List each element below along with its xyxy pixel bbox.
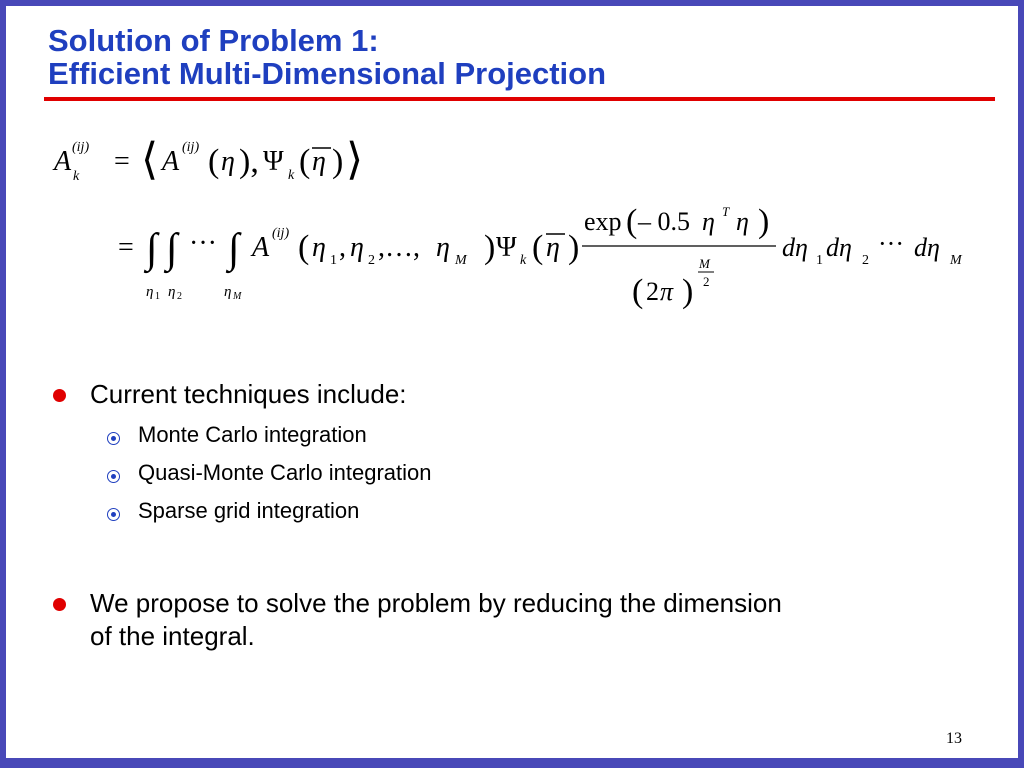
title-underline: [44, 97, 995, 101]
svg-text:η: η: [350, 232, 364, 263]
svg-text:⟨: ⟨: [141, 135, 159, 184]
svg-text:η: η: [221, 146, 235, 177]
svg-text:∫: ∫: [146, 226, 158, 272]
bullet-2-marker: [53, 598, 66, 611]
svg-text:(: (: [632, 273, 644, 310]
slide: [6, 6, 1018, 758]
svg-text:A: A: [54, 146, 72, 177]
svg-text:– 0.5: – 0.5: [638, 207, 690, 236]
svg-text:···: ···: [189, 228, 217, 259]
svg-text:η: η: [702, 207, 715, 236]
svg-text:A: A: [252, 232, 270, 263]
svg-text:1: 1: [155, 291, 160, 302]
svg-text:,: ,: [339, 232, 346, 263]
svg-text:(: (: [532, 229, 544, 266]
svg-text:2: 2: [368, 253, 375, 268]
svg-text:dη: dη: [914, 233, 940, 262]
svg-text:): ): [758, 203, 770, 240]
svg-text:M: M: [233, 291, 242, 302]
equation-line-2: [118, 203, 963, 310]
subbullet-2-icon: [107, 470, 120, 483]
svg-text:(: (: [626, 203, 638, 240]
svg-text:···: ···: [878, 229, 904, 258]
svg-text:M: M: [455, 253, 467, 268]
svg-text:2: 2: [646, 277, 659, 306]
svg-text:Ψ: Ψ: [496, 232, 517, 263]
bullet-1-marker: [53, 389, 66, 402]
subbullet-1-text: Monte Carlo integration: [138, 422, 367, 447]
svg-text:1: 1: [330, 253, 337, 268]
svg-text:η: η: [312, 146, 326, 177]
svg-text:∫: ∫: [228, 226, 240, 272]
svg-text:A: A: [162, 146, 180, 177]
svg-text:M: M: [950, 253, 962, 268]
svg-text:k: k: [288, 168, 295, 183]
equation-formula: [6, 106, 1018, 406]
svg-text:2: 2: [703, 274, 710, 289]
svg-text:): ): [682, 273, 694, 310]
subbullet-2-text: Quasi-Monte Carlo integration: [138, 460, 432, 485]
svg-text:∫: ∫: [166, 226, 178, 272]
svg-text:π: π: [660, 277, 674, 306]
page-number: 13: [946, 730, 962, 747]
svg-text:(ij): (ij): [72, 140, 90, 155]
title-line-1: Solution of Problem 1:: [48, 23, 379, 58]
svg-text:): ): [568, 229, 580, 266]
svg-text:dη: dη: [826, 233, 852, 262]
svg-text:2: 2: [177, 291, 182, 302]
svg-text:η: η: [736, 207, 749, 236]
subbullet-3-icon: [107, 508, 120, 521]
svg-text:η: η: [146, 284, 154, 300]
svg-text:),: ),: [239, 143, 259, 180]
svg-text:dη: dη: [782, 233, 808, 262]
svg-text:T: T: [722, 204, 730, 219]
svg-text:(ij): (ij): [272, 226, 290, 241]
svg-text:η: η: [168, 284, 176, 300]
svg-text:=: =: [118, 232, 134, 263]
svg-text:k: k: [73, 169, 80, 184]
slide-title: [48, 24, 606, 90]
svg-text:η: η: [312, 232, 326, 263]
svg-text:⟩: ⟩: [346, 135, 364, 184]
svg-text:=: =: [114, 146, 130, 177]
bullet-2-line-1: We propose to solve the problem by reducing the dimension: [90, 588, 782, 618]
svg-text:η: η: [546, 232, 560, 263]
subbullet-1-icon: [107, 432, 120, 445]
title-line-2: Efficient Multi-Dimensional Projection: [48, 56, 607, 91]
svg-text:(ij): (ij): [182, 140, 200, 155]
svg-text:): ): [332, 143, 344, 180]
svg-text:k: k: [520, 253, 527, 268]
svg-text:(: (: [208, 143, 220, 180]
equation-line-1: [52, 135, 363, 184]
svg-text:2: 2: [862, 253, 869, 268]
svg-text:(: (: [298, 229, 310, 266]
svg-text:,…,: ,…,: [378, 232, 420, 263]
svg-text:exp: exp: [584, 207, 622, 236]
svg-text:1: 1: [816, 253, 823, 268]
bullet-2-line-2: of the integral.: [90, 621, 255, 651]
bullet-2-text: [90, 587, 782, 653]
svg-text:η: η: [436, 232, 450, 263]
svg-text:M: M: [699, 256, 710, 271]
svg-text:η: η: [224, 284, 232, 300]
svg-text:Ψ: Ψ: [263, 146, 284, 177]
svg-text:): ): [484, 229, 496, 266]
bullet-1-text: Current techniques include:: [90, 379, 407, 409]
subbullet-3-text: Sparse grid integration: [138, 498, 360, 523]
svg-text:(: (: [299, 143, 311, 180]
